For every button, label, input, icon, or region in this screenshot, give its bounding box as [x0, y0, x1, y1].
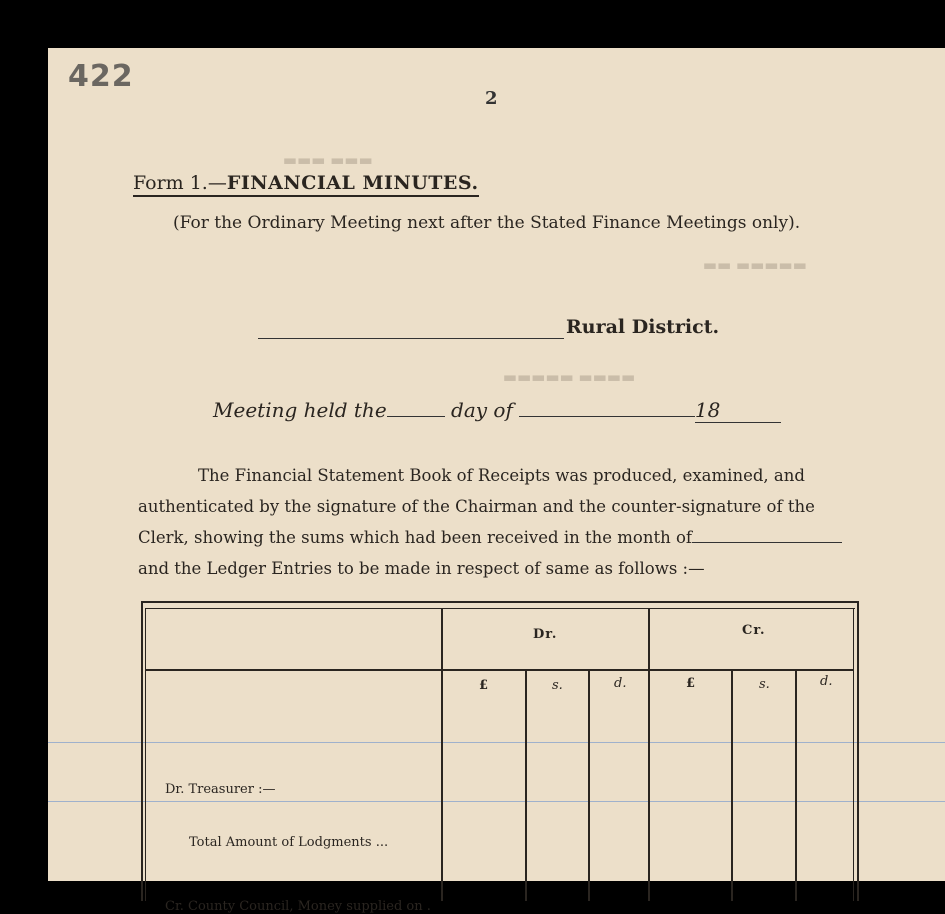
- stamp-number: 422: [68, 59, 134, 94]
- cr-pounds-header: £: [686, 676, 696, 691]
- meeting-held-text: Meeting held the: [213, 398, 387, 422]
- row-label-total-lodgments: Total Amount of Lodgments ...: [189, 835, 389, 850]
- month-blank: [519, 416, 695, 417]
- bleed-through-mark: ▬▬▬▬▬ ▬▬: [703, 256, 807, 274]
- meeting-date-line: [213, 398, 781, 423]
- row-label-cr-county-council: Cr. County Council, Money supplied on .: [165, 899, 431, 914]
- bleed-through-mark: ▬▬▬ ▬▬▬: [283, 151, 373, 169]
- ledger-table: [141, 601, 859, 914]
- page-number: 2: [485, 88, 498, 109]
- row-label-dr-treasurer: Dr. Treasurer :—: [165, 782, 276, 797]
- district-name-blank: [258, 338, 564, 339]
- credit-header: Cr.: [742, 623, 766, 638]
- dr-pence-header: d.: [614, 676, 627, 691]
- paragraph-line: The Financial Statement Book of Receipts was produced, examined, and: [198, 466, 805, 485]
- paragraph-line: Clerk, showing the sums which had been received in the month of: [138, 528, 692, 547]
- dr-shillings-header: s.: [552, 678, 563, 693]
- received-month-blank: [692, 542, 842, 543]
- bleed-through-mark: ▬▬▬▬ ▬▬▬▬▬: [503, 368, 636, 386]
- form-title: Form 1.—FINANCIAL MINUTES.: [133, 172, 479, 197]
- district-label: Rural District.: [566, 316, 720, 338]
- statement-paragraph: [138, 460, 858, 584]
- day-of-text: day of: [451, 398, 513, 422]
- year-blank: [695, 398, 781, 423]
- day-blank: [387, 416, 445, 417]
- document-page: [48, 48, 945, 914]
- paragraph-line: and the Ledger Entries to be made in respect of same as follows :—: [138, 559, 705, 578]
- debit-header: Dr.: [533, 627, 558, 642]
- cr-pence-header: d.: [820, 674, 833, 689]
- paragraph-line: authenticated by the signature of the Chairman and the counter-signature of the: [138, 497, 815, 516]
- dr-pounds-header: £: [479, 678, 489, 693]
- form-subtitle: (For the Ordinary Meeting next after the Stated Finance Meetings only).: [173, 213, 801, 233]
- cr-shillings-header: s.: [759, 677, 770, 692]
- year-prefix: 18: [694, 398, 721, 422]
